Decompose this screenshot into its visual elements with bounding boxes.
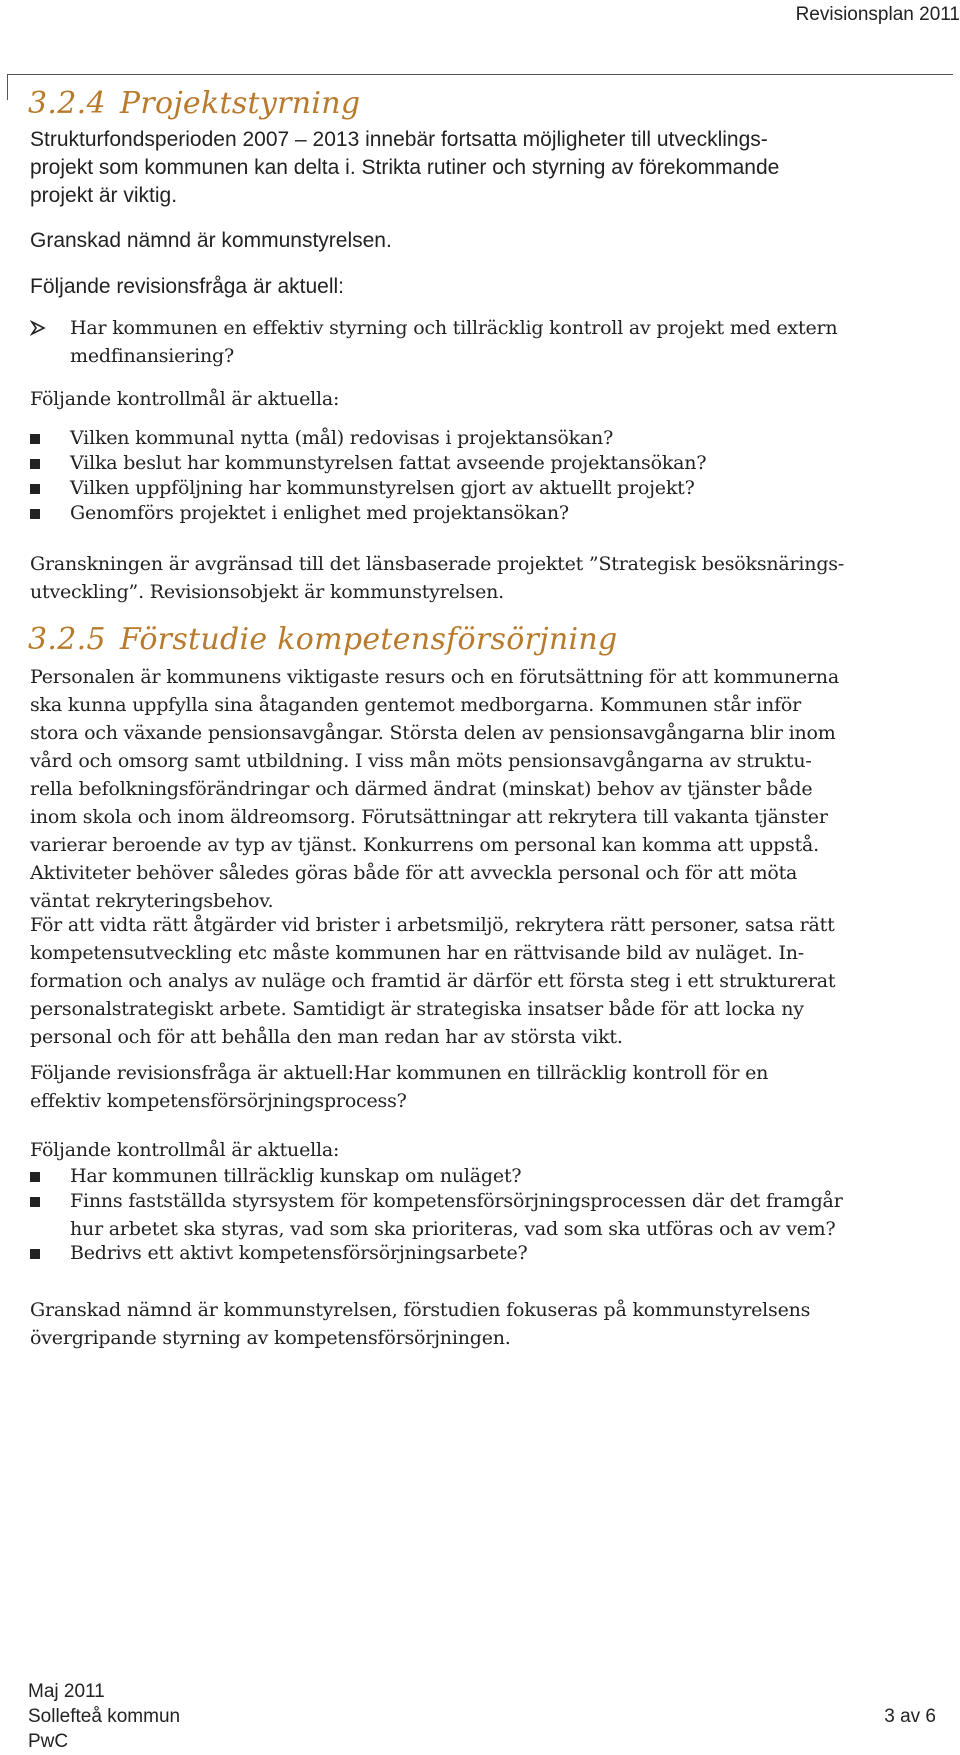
- square-bullet-icon: [30, 424, 54, 452]
- closing-line: övergripande styrning av kompetensförsörjningen.: [30, 1327, 511, 1349]
- square-bullet-icon: [30, 474, 54, 502]
- paragraph-line: vård och omsorg samt utbildning. I viss mån möts pensionsavgångarna av struktu-: [30, 750, 812, 772]
- paragraph-line: väntat rekryteringsbehov.: [30, 890, 274, 912]
- scope-line: utveckling”. Revisionsobjekt är kommunstyrelsen.: [30, 581, 504, 603]
- paragraph-line: stora och växande pensionsavgångar. Största delen av pensionsavgångarna blir inom: [30, 722, 836, 744]
- reviewed-board-text: Granskad nämnd är kommunstyrelsen.: [30, 229, 392, 252]
- intro-line: Strukturfondsperioden 2007 – 2013 innebär fortsatta möjligheter till utvecklings-: [30, 128, 768, 151]
- square-bullet-icon: [30, 1239, 54, 1267]
- arrow-bullet-icon: [30, 314, 54, 344]
- control-item-text: Genomförs projektet i enlighet med projektansökan?: [70, 502, 569, 524]
- question-bullet: [30, 314, 955, 370]
- paragraph-line: formation och analys av nuläge och framtid är därför ett första steg i ett strukturerat: [30, 970, 836, 992]
- question-line: Följande revisionsfråga är aktuell:Har kommunen en tillräcklig kontroll för en: [30, 1062, 769, 1084]
- footer-page-number: 3 av 6: [884, 1706, 936, 1727]
- paragraph-line: personalstrategiskt arbete. Samtidigt är strategiska insatser både för att locka ny: [30, 998, 804, 1020]
- question-label: Följande revisionsfråga är aktuell:: [30, 275, 344, 298]
- running-header-title: Revisionsplan 2011: [795, 4, 960, 25]
- footer-date: Maj 2011: [28, 1681, 105, 1702]
- control-item-text: Vilka beslut har kommunstyrelsen fattat avseende projektansökan?: [70, 452, 707, 474]
- square-bullet-icon: [30, 1162, 54, 1190]
- paragraph-line: inom skola och inom äldreomsorg. Förutsättningar att rekrytera till vakanta tjänster: [30, 806, 828, 828]
- question-line: Har kommunen en effektiv styrning och tillräcklig kontroll av projekt med extern: [70, 317, 838, 339]
- control-label: Följande kontrollmål är aktuella:: [30, 1139, 340, 1161]
- section-number: 3.2.5: [28, 622, 106, 657]
- control-item-text: Vilken kommunal nytta (mål) redovisas i projektansökan?: [70, 427, 614, 449]
- square-bullet-icon: [30, 449, 54, 477]
- closing-line: Granskad nämnd är kommunstyrelsen, förstudien fokuseras på kommunstyrelsens: [30, 1299, 811, 1321]
- paragraph-line: ska kunna uppfylla sina åtaganden gentemot medborgarna. Kommunen står inför: [30, 694, 802, 716]
- closing-paragraph: [30, 1296, 955, 1352]
- section-intro: [30, 126, 955, 210]
- question-line: effektiv kompetensförsörjningsprocess?: [30, 1090, 407, 1112]
- paragraph-line: kompetensutveckling etc måste kommunen har en rättvisande bild av nuläget. In-: [30, 942, 805, 964]
- scope-line: Granskningen är avgränsad till det länsbaserade projektet ”Strategisk besöksnärings-: [30, 553, 845, 575]
- section-title: Projektstyrning: [119, 86, 361, 121]
- intro-line: projekt är viktig.: [30, 184, 178, 207]
- paragraph-line: Personalen är kommunens viktigaste resurs och en förutsättning för att kommunerna: [30, 666, 839, 688]
- control-item: [30, 1187, 955, 1243]
- section-heading-3-2-5: [28, 622, 618, 657]
- control-item-text: hur arbetet ska styras, vad som ska prioriteras, vad som ska utföras och av vem?: [70, 1218, 836, 1240]
- square-bullet-icon: [30, 499, 54, 527]
- section-title: Förstudie kompetensförsörjning: [119, 622, 618, 657]
- paragraph-line: rella befolkningsförändringar och därmed ändrat (minskat) behov av tjänster både: [30, 778, 813, 800]
- control-label: Följande kontrollmål är aktuella:: [30, 388, 340, 410]
- control-item-text: Finns fastställda styrsystem för kompetensförsörjningsprocessen där det framgår: [70, 1190, 843, 1212]
- control-item-text: Bedrivs ett aktivt kompetensförsörjningsarbete?: [70, 1242, 528, 1264]
- control-item-text: Har kommunen tillräcklig kunskap om nuläget?: [70, 1165, 522, 1187]
- control-item: [30, 1162, 955, 1190]
- control-item: [30, 424, 955, 452]
- square-bullet-icon: [30, 1187, 54, 1215]
- section-heading-3-2-4: [28, 86, 360, 121]
- section-number: 3.2.4: [28, 86, 106, 121]
- paragraph-line: varierar beroende av typ av tjänst. Konkurrens om personal kan komma att uppstå.: [30, 834, 820, 856]
- control-item-text: Vilken uppföljning har kommunstyrelsen gjort av aktuellt projekt?: [70, 477, 695, 499]
- footer-organization: Sollefteå kommun: [28, 1706, 181, 1727]
- control-item: [30, 449, 955, 477]
- paragraph-line: personal och för att behålla den man redan har av största vikt.: [30, 1026, 623, 1048]
- paragraph-2: [30, 911, 955, 1051]
- question-line: medfinansiering?: [70, 345, 234, 367]
- paragraph-line: För att vidta rätt åtgärder vid brister i arbetsmiljö, rekrytera rätt personer, satsa rätt: [30, 914, 835, 936]
- control-item: [30, 474, 955, 502]
- footer-company: PwC: [28, 1731, 69, 1752]
- header-rule: [7, 74, 953, 75]
- control-item: [30, 499, 955, 527]
- paragraph-1: [30, 663, 955, 915]
- paragraph-line: Aktiviteter behöver således göras både för att avveckla personal och för att möta: [30, 862, 798, 884]
- scope-paragraph: [30, 550, 955, 606]
- intro-line: projekt som kommunen kan delta i. Strikta rutiner och styrning av förekommande: [30, 156, 780, 179]
- question-paragraph: [30, 1059, 955, 1115]
- header-corner-mark: [7, 74, 8, 100]
- control-item: [30, 1239, 955, 1267]
